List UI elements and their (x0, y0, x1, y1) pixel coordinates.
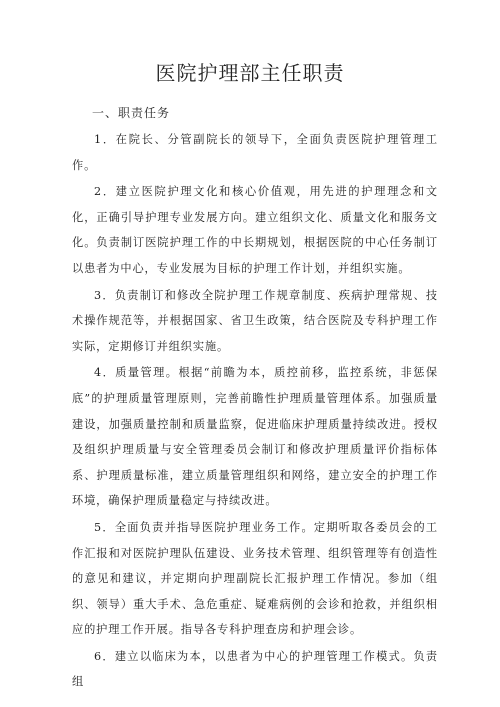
paragraph-5: 5．全面负责并指导医院护理业务工作。定期听取各委员会的工作汇报和对医院护理队伍建设、业务技术管理、组织管理等有创造性的意见和建议，并定期向护理副院长汇报护理工作情况。参加（组织、领导）重大手术、急危重症、疑难病例的会诊和抢救，并组织相应的护理工作开展。指导各专科护理查房和护理会诊。 (72, 520, 438, 637)
paragraph-2: 2．建立医院护理文化和核心价值观，用先进的护理理念和文化，正确引导护理专业发展方向。建立组织文化、质量文化和服务文化。负责制订医院护理工作的中长期规划，根据医院的中心任务制订以患者为中心，专业发展为目标的护理工作计划，并组织实施。 (72, 185, 438, 275)
paragraph-1: 1．在院长、分管副院长的领导下，全面负责医院护理管理工作。 (72, 133, 438, 172)
paragraph-6: 6．建立以临床为本，以患者为中心的护理管理工作模式。负责组 (72, 649, 438, 689)
paragraph-4: 4．质量管理。根据“前瞻为本，质控前移，监控系统，非惩保底”的护理质量管理原则，完善前瞻性护理质量管理体系。加强质量建设，加强质量控制和质量监察，促进临床护理质量持续改进。授权及组织护理质量与安全管理委员会制订和修改护理质量评价指标体系、护理质量标准，建立质量管理组织和网络，建立安全的护理工作环境，确保护理质量稳定与持续改进。 (72, 366, 438, 508)
document-title: 医院护理部主任职责 (155, 61, 345, 85)
paragraph-3: 3．负责制订和修改全院护理工作规章制度、疾病护理常规、技术操作规范等，并根据国家、省卫生政策，结合医院及专科护理工作实际，定期修订并组织实施。 (72, 288, 438, 353)
section-heading: 一、职责任务 (92, 106, 171, 120)
